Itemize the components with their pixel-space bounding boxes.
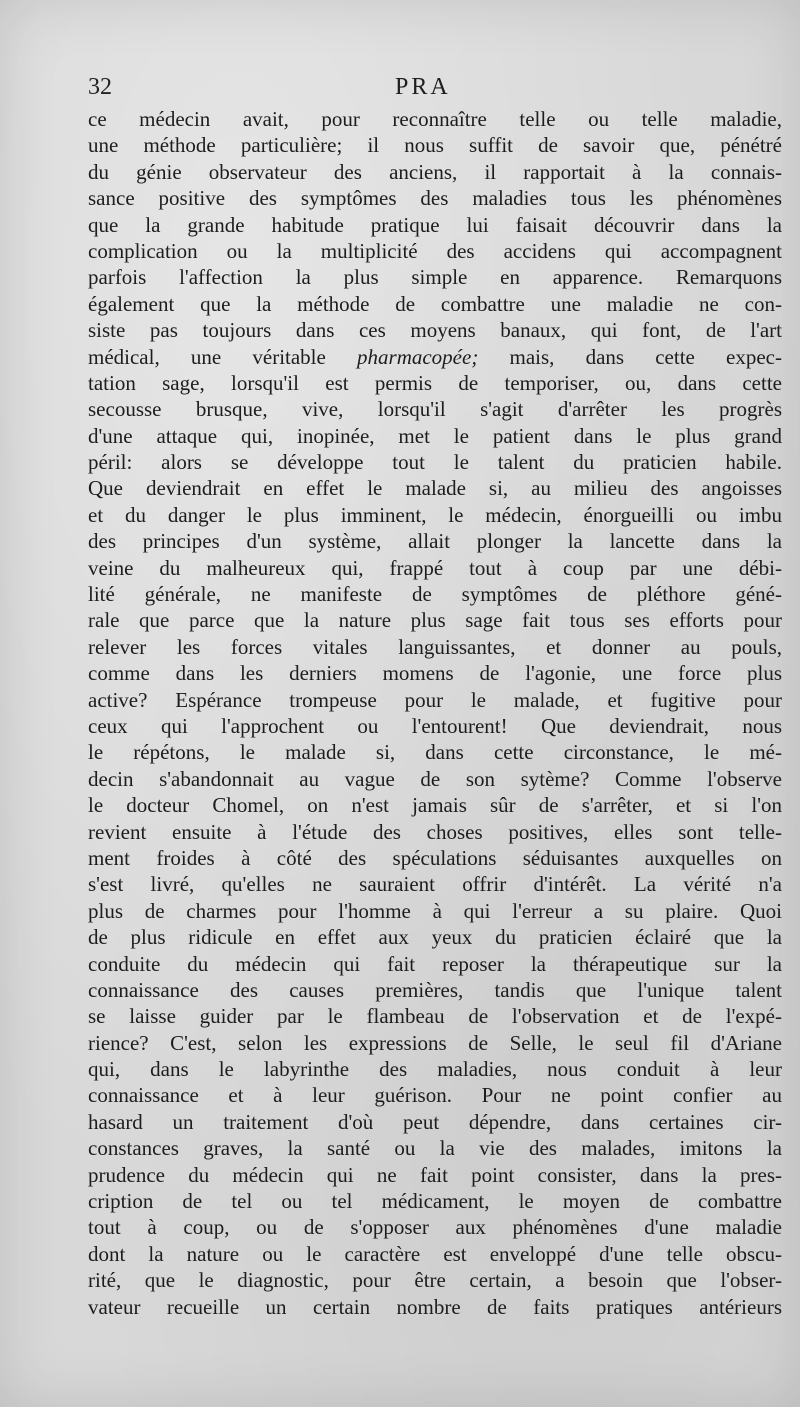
text-line: conduite du médecin qui fait reposer la thérapeutique sur la — [88, 951, 782, 976]
text-line: rité, que le diagnostic, pour être certain, a besoin que l'obser- — [88, 1268, 782, 1293]
text-line: rience? C'est, selon les expressions de Selle, le seul fil d'Ariane — [88, 1030, 782, 1055]
text-line: rale que parce que la nature plus sage fait tous ses efforts pour — [88, 608, 782, 633]
text-line: qui, dans le labyrinthe des maladies, nous conduit à leur — [88, 1057, 782, 1082]
running-head — [88, 74, 782, 108]
text-line: et du danger le plus imminent, le médecin, énorgueilli ou imbu — [88, 502, 782, 527]
italic-word: pharmacopée; — [357, 344, 479, 369]
text-line: connaissance des causes premières, tandis que l'unique talent — [88, 977, 782, 1002]
text-line: comme dans les derniers momens de l'agonie, une force plus — [88, 661, 782, 686]
text-line: revient ensuite à l'étude des choses positives, elles sont telle- — [88, 819, 782, 844]
text-line: ment froides à côté des spéculations séduisantes auxquelles on — [88, 845, 782, 870]
text-line: se laisse guider par le flambeau de l'observation et de l'expé- — [88, 1004, 782, 1029]
running-title: PRA — [395, 74, 451, 100]
text-line: également que la méthode de combattre une maladie ne con- — [88, 291, 782, 316]
text-line: le répétons, le malade si, dans cette circonstance, le mé- — [88, 740, 782, 765]
text-line: constances graves, la santé ou la vie des malades, imitons la — [88, 1136, 782, 1161]
text-line: ceux qui l'approchent ou l'entourent! Que deviendrait, nous — [88, 713, 782, 738]
page-number: 32 — [88, 74, 112, 100]
body-text — [88, 106, 782, 1320]
text-line: dont la nature ou le caractère est enveloppé d'une telle obscu- — [88, 1241, 782, 1266]
text-line: du génie observateur des anciens, il rapportait à la connais- — [88, 159, 782, 184]
text-line: péril: alors se développe tout le talent du praticien habile. — [88, 450, 782, 475]
text-line: parfois l'affection la plus simple en apparence. Remarquons — [88, 265, 782, 290]
text-line: des principes d'un système, allait plonger la lancette dans la — [88, 529, 782, 554]
text-line-tail: mais, dans cette expec- — [478, 344, 782, 369]
text-line: plus de charmes pour l'homme à qui l'erreur a su plaire. Quoi — [88, 898, 782, 923]
text-line: prudence du médecin qui ne fait point consister, dans la pres- — [88, 1162, 782, 1187]
text-line: de plus ridicule en effet aux yeux du praticien éclairé que la — [88, 925, 782, 950]
text-line: que la grande habitude pratique lui faisait découvrir dans la — [88, 212, 782, 237]
text-line: connaissance et à leur guérison. Pour ne point confier au — [88, 1083, 782, 1108]
text-line: secousse brusque, vive, lorsqu'il s'agit d'arrêter les progrès — [88, 397, 782, 422]
text-line: une méthode particulière; il nous suffit de savoir que, pénétré — [88, 133, 782, 158]
text-line: active? Espérance trompeuse pour le malade, et fugitive pour — [88, 687, 782, 712]
text-line: cription de tel ou tel médicament, le moyen de combattre — [88, 1189, 782, 1214]
text-line: lité générale, ne manifeste de symptômes de pléthore géné- — [88, 582, 782, 607]
text-line: d'une attaque qui, inopinée, met le patient dans le plus grand — [88, 423, 782, 448]
text-line: tout à coup, ou de s'opposer aux phénomènes d'une maladie — [88, 1215, 782, 1240]
text-line-with-italic — [88, 344, 782, 370]
text-line: complication ou la multiplicité des accidens qui accompagnent — [88, 238, 782, 263]
text-line-head: médical, une véritable — [88, 344, 358, 369]
text-line: hasard un traitement d'où peut dépendre, dans certaines cir- — [88, 1109, 782, 1134]
text-line: relever les forces vitales languissantes, et donner au pouls, — [88, 634, 782, 659]
text-line: Que deviendrait en effet le malade si, au milieu des angoisses — [88, 476, 782, 501]
text-line: vateur recueille un certain nombre de faits pratiques antérieurs — [88, 1294, 782, 1319]
text-line: veine du malheureux qui, frappé tout à coup par une débi- — [88, 555, 782, 580]
text-line: sance positive des symptômes des maladies tous les phénomènes — [88, 186, 782, 211]
text-line: tation sage, lorsqu'il est permis de temporiser, ou, dans cette — [88, 370, 782, 395]
text-line: le docteur Chomel, on n'est jamais sûr de s'arrêter, et si l'on — [88, 793, 782, 818]
text-line: decin s'abandonnait au vague de son sytème? Comme l'observe — [88, 766, 782, 791]
text-line: siste pas toujours dans ces moyens banaux, qui font, de l'art — [88, 318, 782, 343]
text-line: ce médecin avait, pour reconnaître telle ou telle maladie, — [88, 107, 782, 131]
text-line: s'est livré, qu'elles ne sauraient offrir d'intérêt. La vérité n'a — [88, 872, 782, 897]
